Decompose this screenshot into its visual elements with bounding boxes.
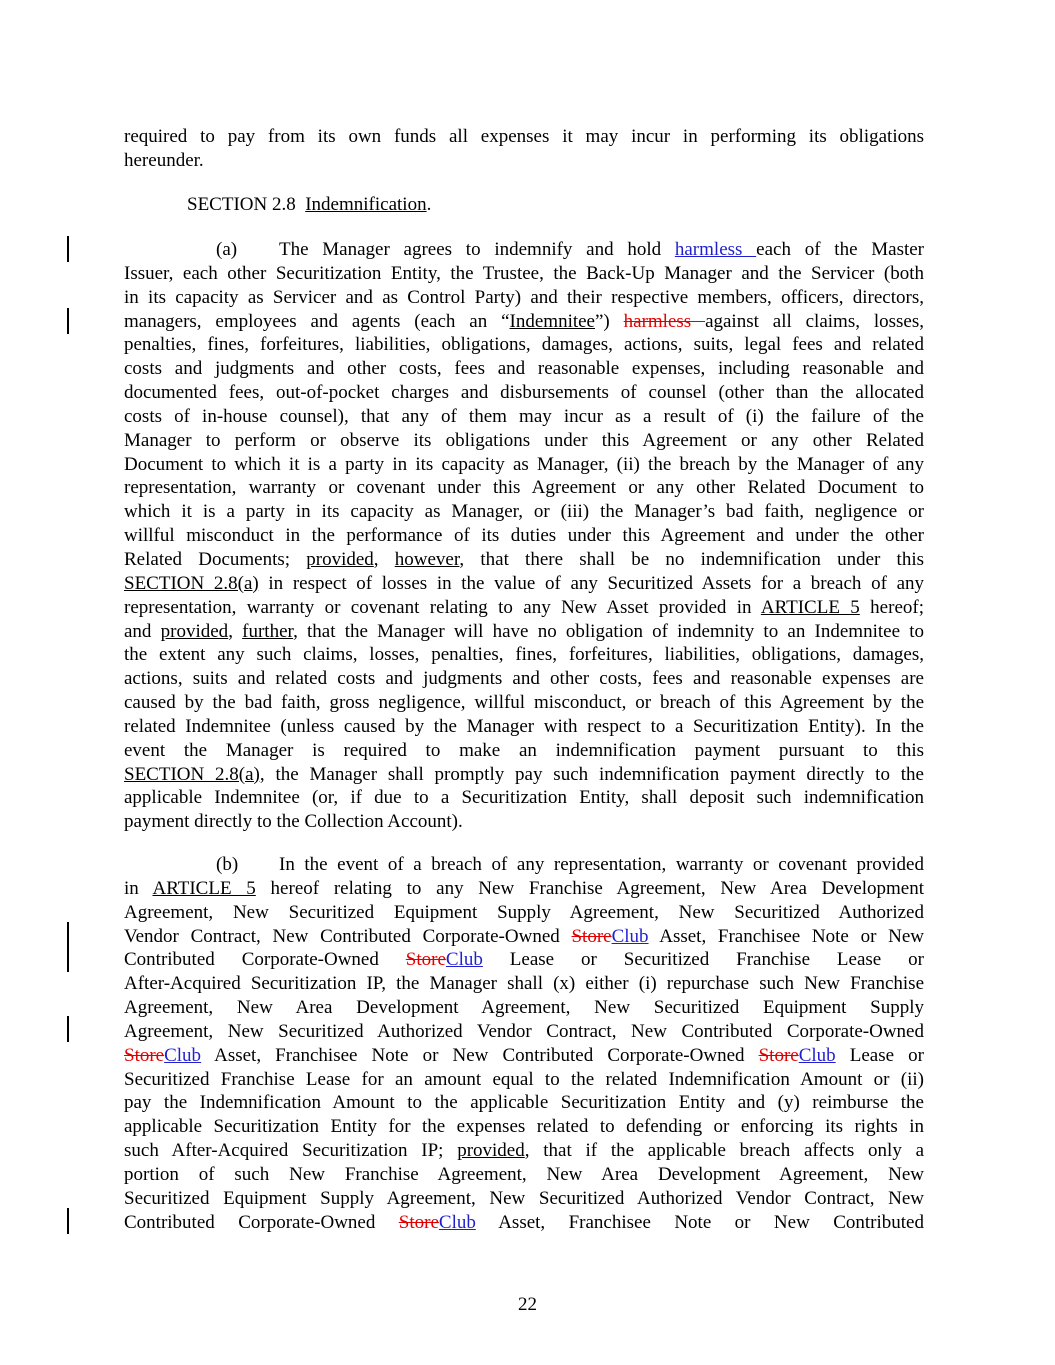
change-bar [67, 308, 69, 334]
text-line: Issuer, each other Securitization Entity, the Trustee, the Back-Up Manager and the Servicer (both [124, 262, 924, 284]
defined-term: Indemnitee [509, 310, 595, 332]
paragraph-b [124, 853, 924, 1235]
text-line: payment directly to the Collection Account). [124, 811, 463, 833]
text-line: penalties, fines, forfeitures, liabilities, obligations, damages, actions, suits, legal fees and related [124, 334, 924, 356]
cross-reference: SECTION 2.8(a) [124, 572, 259, 594]
continuation-paragraph [124, 125, 924, 173]
underlined-term: however [394, 548, 460, 570]
underlined-term: provided [160, 620, 229, 642]
text-line: applicable Indemnitee (or, if due to a Securitization Entity, shall deposit such indemnification [124, 787, 924, 809]
text-line: Contributed Corporate-Owned StoreClub Asset, Franchisee Note or New Contributed [124, 1211, 924, 1233]
text-line: Agreement, New Area Development Agreement, New Securitized Equipment Supply [124, 997, 924, 1019]
text-line: caused by the bad faith, gross negligence, willful misconduct, or breach of this Agreement by the [124, 692, 924, 714]
deleted-text: Store [571, 925, 612, 947]
deleted-text: Store [405, 949, 446, 971]
text-line: managers, employees and agents (each an “Indemnitee”) harmless against all claims, losses, [124, 310, 924, 332]
text-line: required to pay from its own funds all expenses it may incur in performing its obligations [124, 126, 924, 147]
inserted-text: Club [164, 1044, 202, 1066]
text-line: and provided, further, that the Manager will have no obligation of indemnity to an Indemnitee to [124, 620, 924, 642]
text-line: documented fees, out-of-pocket charges and disbursements of counsel (other than the allocated [124, 382, 924, 404]
page-number: 22 [518, 1294, 537, 1315]
inserted-text: Club [611, 925, 649, 947]
deleted-text: Store [398, 1211, 439, 1233]
inserted-text: Club [438, 1211, 476, 1233]
text-line: Agreement, New Securitized Authorized Vendor Contract, New Contributed Corporate-Owned [124, 1020, 924, 1042]
underlined-term: provided [457, 1140, 525, 1162]
section-title: Indemnification [305, 194, 427, 215]
text-line: representation, warranty or covenant relating to any New Asset provided in ARTICLE 5 hereof; [124, 596, 924, 618]
deleted-text: Store [124, 1044, 165, 1066]
section-heading [124, 193, 924, 217]
deleted-text: Store [758, 1044, 799, 1066]
inserted-text: Club [445, 949, 483, 971]
paragraph-label: (a) [216, 239, 238, 260]
text-line: SECTION 2.8(a), the Manager shall promptly pay such indemnification payment directly to the [124, 763, 924, 785]
text-line: hereunder. [124, 149, 204, 171]
section-heading-line: SECTION 2.8 Indemnification. [187, 194, 432, 215]
text-line: Vendor Contract, New Contributed Corporate-Owned StoreClub Asset, Franchisee Note or New [124, 925, 925, 947]
text-line: After-Acquired Securitization IP, the Manager shall (x) either (i) repurchase such New Franchise [124, 973, 924, 995]
text-line: Related Documents; provided, however, that there shall be no indemnification under this [124, 548, 925, 570]
text-line: costs of in-house counsel), that any of them may incur as a result of (i) the failure of the [124, 405, 924, 427]
text-line: event the Manager is required to make an indemnification payment pursuant to this [124, 739, 924, 761]
change-bar [67, 1208, 69, 1234]
text-line: pay the Indemnification Amount to the applicable Securitization Entity and (y) reimburse the [124, 1092, 924, 1114]
text-line: Securitized Equipment Supply Agreement, New Securitized Authorized Vendor Contract, New [124, 1187, 924, 1209]
cross-reference: SECTION 2.8(a) [124, 763, 260, 785]
text-line: costs and judgments and other costs, fees and reasonable expenses, including reasonable and [124, 358, 924, 380]
text-line: in its capacity as Servicer and as Control Party) and their respective members, officers, directors, [124, 286, 924, 308]
text-line: actions, suits and related costs and judgments and other costs, fees and reasonable expenses are [124, 668, 924, 690]
change-bar [67, 922, 69, 972]
text-line: Document to which it is a party in its capacity as Manager, (ii) the breach by the Manager of any [124, 453, 924, 475]
text-line: in ARTICLE 5 hereof relating to any New Franchise Agreement, New Area Development [124, 877, 924, 899]
text-line: Securitized Franchise Lease for an amount equal to the related Indemnification Amount or (ii) [124, 1068, 924, 1090]
text-line: SECTION 2.8(a) in respect of losses in the value of any Securitized Assets for a breach of any [124, 572, 925, 594]
text-line: willful misconduct in the performance of its duties under this Agreement and under the other [124, 525, 924, 547]
text-line: such After-Acquired Securitization IP; provided, that if the applicable breach affects only a [124, 1140, 924, 1162]
text-line: representation, warranty or covenant under this Agreement or any other Related Document to [124, 477, 924, 499]
underlined-term: further [242, 620, 294, 642]
section-number: SECTION 2.8 [187, 194, 296, 215]
change-bar [67, 236, 69, 262]
cross-reference: ARTICLE 5 [760, 596, 860, 618]
text-line: applicable Securitization Entity for the expenses related to defending or enforcing its rights in [124, 1116, 924, 1138]
text-line: which it is a party in its capacity as Manager, or (iii) the Manager’s bad faith, negligence or [124, 501, 924, 523]
cross-reference: ARTICLE 5 [152, 877, 256, 899]
text-line: Agreement, New Securitized Equipment Supply Agreement, New Securitized Authorized [124, 901, 924, 923]
text-line: the extent any such claims, losses, penalties, fines, forfeitures, liabilities, obligations, damages, [124, 644, 924, 666]
paragraph-label: (b) [216, 854, 239, 875]
paragraph-a [124, 238, 924, 834]
text-line: StoreClub Asset, Franchisee Note or New Contributed Corporate-Owned StoreClub Lease or [124, 1044, 924, 1066]
text-line: portion of such New Franchise Agreement, New Area Development Agreement, New [124, 1163, 924, 1185]
inserted-text: Club [798, 1044, 836, 1066]
change-bar [67, 1016, 69, 1042]
text-line: Contributed Corporate-Owned StoreClub Lease or Securitized Franchise Lease or [124, 949, 924, 971]
underlined-term: provided [306, 548, 374, 570]
text-line: Manager to perform or observe its obligations under this Agreement or any other Related [124, 429, 924, 451]
deleted-text: harmless [623, 310, 706, 332]
inserted-text: harmless [674, 239, 757, 260]
text-line: related Indemnitee (unless caused by the Manager with respect to a Securitization Entity). In the [124, 715, 924, 737]
text-line: (b) In the event of a breach of any representation, warranty or covenant provided [216, 854, 924, 875]
text-line: (a) The Manager agrees to indemnify and hold harmless each of the Master [216, 239, 924, 260]
